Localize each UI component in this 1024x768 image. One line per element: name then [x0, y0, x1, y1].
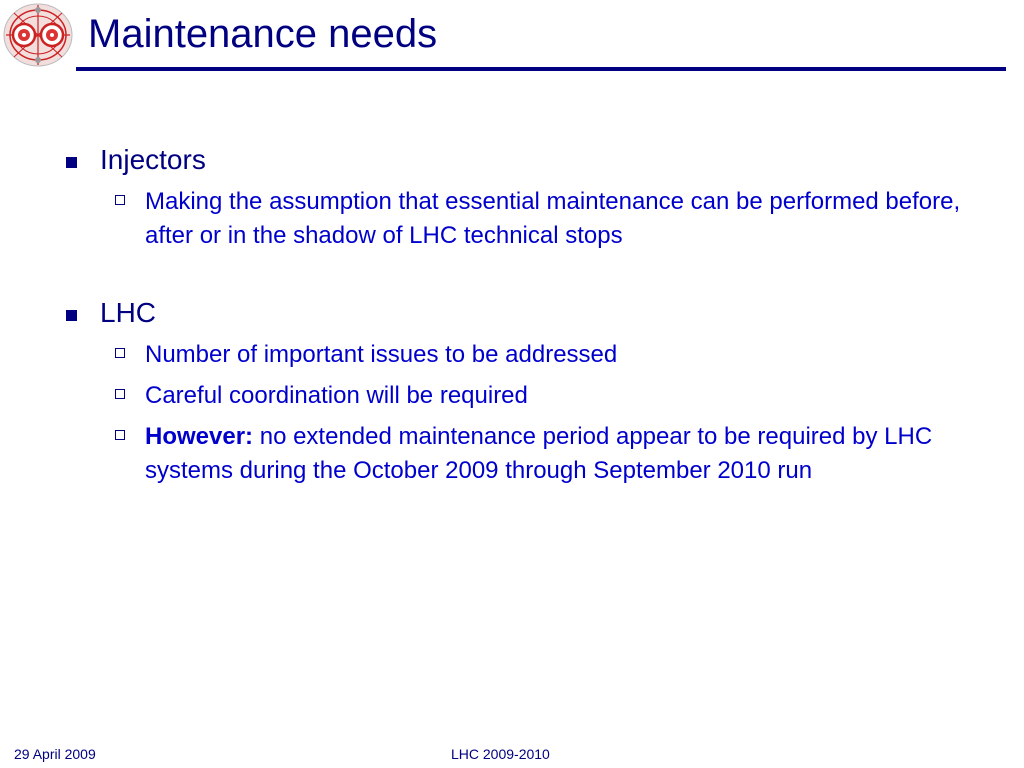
title-divider	[76, 67, 1006, 71]
section-heading: LHC	[100, 297, 157, 328]
sub-bullet-text: Number of important issues to be addressed	[145, 341, 618, 368]
section-heading: Injectors	[100, 144, 206, 175]
footer-event: LHC 2009-2010	[451, 746, 550, 762]
footer-date: 29 April 2009	[14, 746, 96, 762]
square-bullet-icon	[66, 310, 77, 321]
square-bullet-icon	[66, 157, 77, 168]
sub-bullet-issues	[145, 338, 962, 372]
bullet-injectors	[62, 142, 962, 178]
hollow-square-bullet-icon	[115, 195, 125, 205]
hollow-square-bullet-icon	[115, 389, 125, 399]
lhc-magnet-cross-section-icon	[2, 2, 74, 68]
sub-bullet-assumption	[145, 185, 962, 253]
sub-bullet-coordination	[145, 379, 962, 413]
sub-bullet-text: Making the assumption that essential maintenance can be performed before, after or in the shadow of LHC technical stops	[145, 188, 961, 249]
hollow-square-bullet-icon	[115, 430, 125, 440]
page-title: Maintenance needs	[88, 12, 438, 56]
sub-bullet-text: no extended maintenance period appear to be required by LHC systems during the October 2009 through September 2010 run	[145, 423, 933, 484]
sub-bullet-text: Careful coordination will be required	[145, 382, 528, 409]
sub-bullet-however	[145, 420, 962, 488]
bullet-lhc	[62, 295, 962, 331]
emphasis-label: However:	[145, 423, 254, 450]
hollow-square-bullet-icon	[115, 348, 125, 358]
slide-body	[62, 142, 962, 488]
